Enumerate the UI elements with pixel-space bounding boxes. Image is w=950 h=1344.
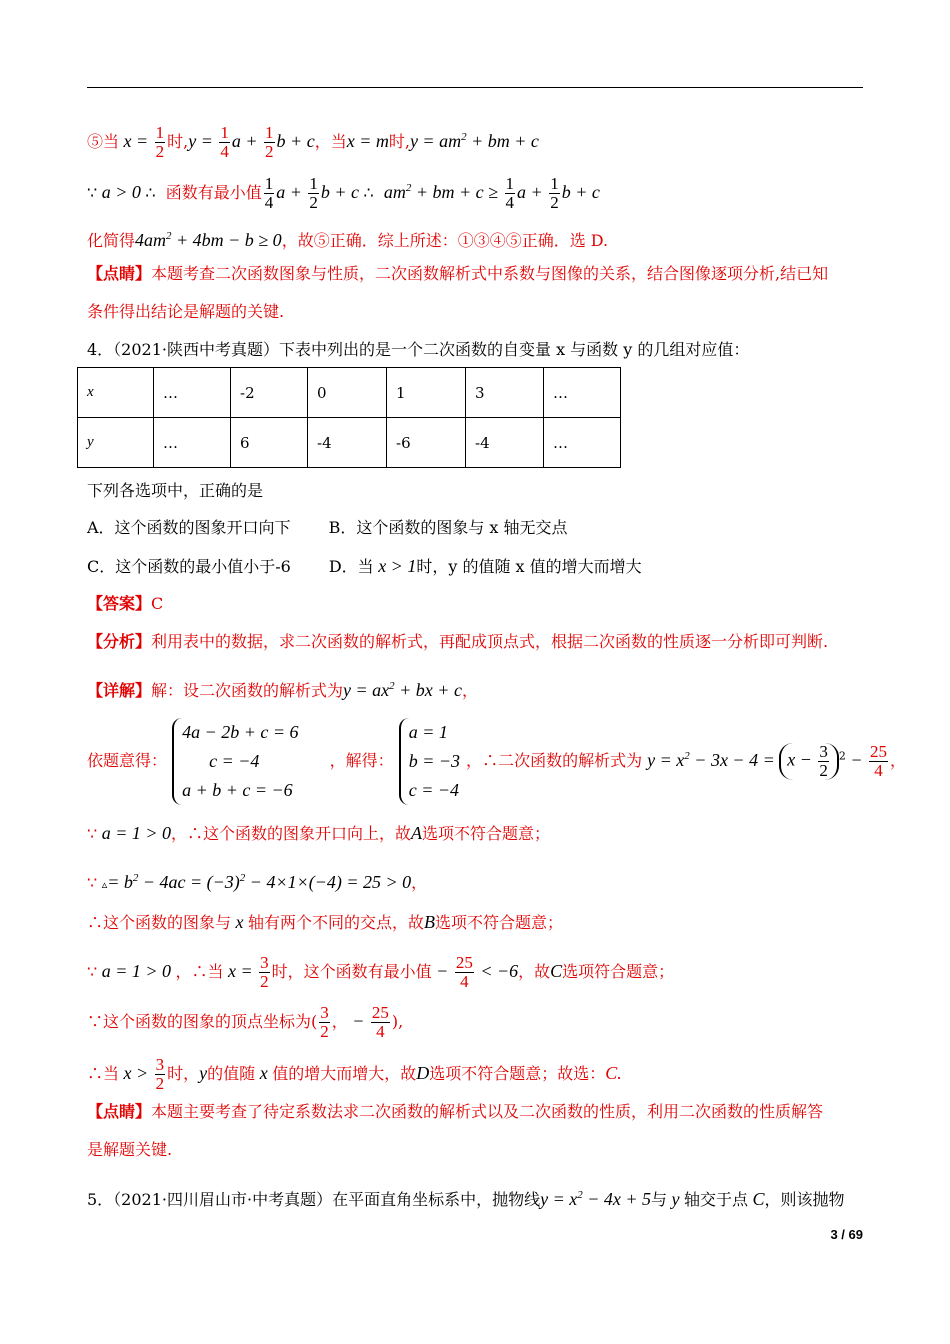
text: 化简得 [87, 231, 136, 250]
values-table [77, 367, 621, 468]
text: 的值随 [207, 1064, 256, 1083]
option-d: D．当 [328, 557, 374, 576]
table-cell: … [154, 418, 231, 468]
tag: 【点睛】 [87, 1102, 152, 1121]
step-3: ∴这个函数的图象与 x 轴有两个不同的交点，故B选项不符合题意； [87, 912, 564, 932]
text: ∴这个函数的图象与 [87, 913, 232, 932]
text: 5．（2021·四川眉山市·中考真题）在平面直角坐标系中，抛物线 [87, 1190, 541, 1209]
step-6: ∴当 x > $\frac{3}{2}$ 时，y的值随 x 值的增大而增大，故D选项不符合题意；故选：C. [87, 1055, 622, 1093]
detail: 【详解】解：设二次函数的解析式为$y = ax^2$ + bx + c， [87, 680, 478, 700]
text: 值的增大而增大，故 [272, 1064, 417, 1083]
option-c: C．这个函数的最小值小于-6 [87, 557, 291, 576]
dianjing-2-cont: 是解题关键. [87, 1140, 173, 1159]
page-number: 3 / 69 [830, 1227, 863, 1242]
table-cell: … [544, 368, 621, 418]
text: ∵ [87, 873, 98, 892]
prompt: 下列各选项中，正确的是 [87, 481, 264, 500]
tag: 【详解】 [87, 681, 152, 700]
step-2: ∵ ▵= $b^2 - 4ac = (-3)^2 - 4\times 1\times(-4) = 25 > 0$， [87, 872, 428, 892]
text: 轴有两个不同的交点，故 [248, 913, 425, 932]
text: 本题考查二次函数图象与性质，二次函数解析式中系数与图像的关系，结合图像逐项分析,结已知 [151, 264, 829, 283]
text: ， [331, 1012, 348, 1031]
question-4: 4．（2021·陕西中考真题）下表中列出的是一个二次函数的自变量 x 与函数 y 的几组对应值： [87, 340, 750, 359]
text: 选项不符合题意； [422, 824, 551, 843]
options-ab [87, 516, 568, 540]
step-4: ∵ a = 1 > 0 ，∴当 x = $\frac{3}{2}$ 时，这个函数有最小值 − $\frac{25}{4}$ < −6，故C选项符合题意； [87, 953, 675, 991]
option-d-cont: 时，y 的值随 x 值的增大而增大 [416, 557, 642, 576]
text: ，当 [314, 132, 347, 151]
analysis [87, 630, 828, 654]
solution-line-7: 化简得$4am^2 + 4bm - b \ge 0$，故⑤正确．综上所述：①③④⑤正确．选 D. [87, 230, 609, 250]
text: ， [461, 681, 478, 700]
text: ∵ [87, 824, 98, 843]
question-5: 5．（2021·四川眉山市·中考真题）在平面直角坐标系中，抛物线$y = x^2 - 4x + 5$与 y 轴交于点 C，则该抛物 [87, 1189, 845, 1209]
solution-line-5: ⑤当 x = $\frac{1}{2}$ 时,y = $\frac{1}{4}$ a + $\frac{1}{2}$ b + c，当x = m时$,y = am^2$ + bm + c [87, 123, 539, 161]
table-cell: 3 [466, 368, 544, 418]
table-cell: -4 [466, 418, 544, 468]
text: 时, [167, 132, 189, 151]
option-a: A．这个函数的图象开口向下 [87, 518, 291, 537]
table-cell: … [154, 368, 231, 418]
table-cell: 1 [387, 368, 466, 418]
text: ，故 [518, 962, 551, 981]
table-row [78, 368, 621, 418]
text: 选项不符合题意； [435, 913, 564, 932]
text: ∴ [363, 183, 374, 202]
tag: 【答案】 [87, 594, 152, 613]
table-cell: -6 [387, 418, 466, 468]
text: 利用表中的数据，求二次函数的解析式，再配成顶点式，根据二次函数的性质逐一分析即可判断. [151, 632, 829, 651]
text: 选项不符合题意；故选： [429, 1064, 606, 1083]
equation-system: 依题意得： 4a − 2b + c = 6 c = −4 a + b + c = −6 ，解得： a = 1 b = −3 c = −4，∴二次函数的解析式为 $y = x^2 - 3x - 4 = x$ − $\frac{3}{2}$ $^2$ − $\frac{25}{4}$ ， [87, 718, 906, 805]
option-b: B．这个函数的图象与 x 轴无交点 [328, 518, 568, 537]
text: 本题主要考查了待定系数法求二次函数的解析式以及二次函数的性质，利用二次函数的性质解答 [151, 1102, 824, 1121]
table-cell: 6 [231, 418, 308, 468]
text: C. [605, 1063, 622, 1083]
text: ，故⑤正确．综上所述：①③④⑤正确．选 D. [281, 231, 609, 250]
solution-line-6: ∵ a > 0 ∴ 函数有最小值 $\frac{1}{4}$ a + $\frac{1}{2}$ b + c ∴ $am^2$ + bm + c ≥ $\frac{1}{4}$ a + $\frac{1}{2}$ b + c [87, 174, 600, 212]
text: ，∴当 [175, 962, 224, 981]
text: ⑤当 [87, 132, 120, 151]
text: 解：设二次函数的解析式为 [151, 681, 344, 700]
tag: 【点睛】 [87, 264, 152, 283]
text: ∴当 [87, 1064, 120, 1083]
text: 依题意得： [87, 751, 168, 770]
table-row [78, 418, 621, 468]
table-cell: 0 [308, 368, 387, 418]
text: ∵ [87, 183, 98, 202]
text: 函数有最小值 [165, 183, 262, 202]
text: ∴ [145, 183, 156, 202]
dianjing-1-cont: 条件得出结论是解题的关键. [87, 302, 285, 321]
text: 时， [167, 1064, 200, 1083]
text: ∴二次函数的解析式为 [482, 751, 643, 770]
options-cd: C．这个函数的最小值小于-6 D．当 x > 1时，y 的值随 x 值的增大而增大 [87, 556, 642, 576]
text: ∵这个函数的图象的顶点坐标为( [87, 1012, 318, 1031]
text: ，则该抛物 [764, 1190, 845, 1209]
step-5: ∵这个函数的图象的顶点坐标为( $\frac{3}{2}$ ， − $\frac{25}{4}$ ), [87, 1003, 404, 1041]
table-cell: … [544, 418, 621, 468]
text: C [151, 594, 164, 613]
text: ，∴这个函数的图象开口向上，故 [170, 824, 411, 843]
table-cell: -4 [308, 418, 387, 468]
tag: 【分析】 [87, 632, 152, 651]
text: ∵ [87, 962, 98, 981]
answer [87, 592, 163, 616]
text: 与 [651, 1190, 668, 1209]
text: ), [391, 1012, 404, 1031]
table-cell: -2 [231, 368, 308, 418]
text: 时, [388, 132, 410, 151]
table-cell: y [78, 418, 154, 468]
dianjing-1 [87, 262, 828, 286]
text: 时，这个函数有最小值 [271, 962, 432, 981]
header-rule [87, 87, 863, 88]
dianjing-2 [87, 1100, 823, 1124]
text: 轴交于点 [684, 1190, 749, 1209]
step-1: ∵ a = 1 > 0，∴这个函数的图象开口向上，故A选项不符合题意； [87, 823, 551, 843]
table-cell: x [78, 368, 154, 418]
text: 选项符合题意； [562, 962, 675, 981]
text: ，解得： [329, 751, 394, 770]
